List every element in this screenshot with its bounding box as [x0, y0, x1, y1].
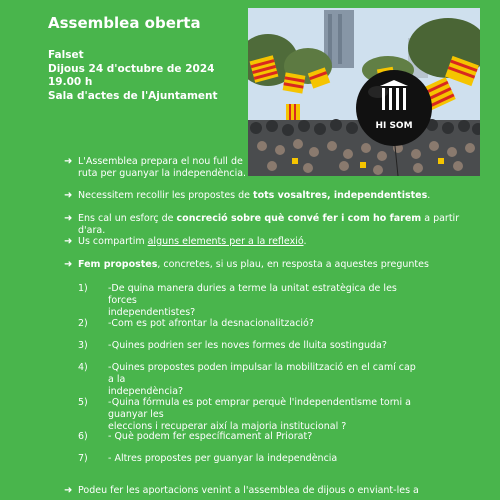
bullet-bold-text: Fem propostes	[78, 259, 158, 270]
question-text: - Altres propostes per guanyar la independència	[108, 453, 338, 464]
question-number: 5)	[78, 397, 88, 408]
question-text: -Quina fórmula es pot emprar perquè l'independentisme torni a guanyar les	[108, 397, 411, 420]
event-venue: Sala d'actes de l'Ajuntament	[48, 89, 218, 102]
question-number: 3)	[78, 340, 88, 351]
question-number: 2)	[78, 318, 88, 329]
question-number: 1)	[78, 283, 88, 294]
question-item	[78, 397, 423, 433]
question-item	[78, 453, 423, 465]
list-item	[64, 236, 307, 248]
bullet-text: ruta per guanyar la independència.	[78, 168, 247, 179]
question-item	[78, 362, 423, 398]
question-number: 7)	[78, 453, 88, 464]
list-item	[64, 259, 429, 271]
arrow-right-icon: ➜	[64, 156, 73, 167]
bullet-text: L'Assemblea prepara el nou full de	[78, 156, 243, 167]
question-item	[78, 318, 423, 330]
question-text: -Com es pot afrontar la desnacionalització?	[108, 318, 314, 329]
question-text: independentistes?	[108, 307, 196, 318]
arrow-right-icon: ➜	[64, 213, 73, 224]
demonstration-photo	[248, 8, 480, 176]
list-item	[64, 213, 464, 237]
question-item	[78, 340, 423, 352]
event-date: Dijous 24 d'octubre de 2024	[48, 62, 215, 75]
arrow-right-icon: ➜	[64, 259, 73, 270]
event-place: Falset	[48, 49, 84, 61]
balloon-label: HI SOM	[375, 121, 413, 131]
bullet-text: .	[427, 190, 431, 201]
bullet-text: Us compartim	[78, 236, 148, 247]
question-text: -De quina manera duries a terme la unitat estratègica de les forces	[108, 283, 397, 306]
bullet-text: Ens cal un esforç de	[78, 213, 177, 224]
bullet-text: .	[303, 236, 307, 247]
bullet-text: a partir d'ara.	[78, 213, 460, 236]
list-item	[64, 156, 246, 180]
list-item	[64, 190, 430, 202]
question-number: 4)	[78, 362, 88, 373]
bullet-text: Necessitem recollir les propostes de	[78, 190, 254, 201]
question-text: independència?	[108, 386, 184, 397]
reflection-elements-link[interactable]: alguns elements per a la reflexió	[147, 236, 304, 247]
arrow-right-icon: ➜	[64, 236, 73, 247]
bullet-text: , concretes, si us plau, en resposta a aquestes preguntes	[157, 259, 429, 270]
event-time: 19.00 h	[48, 76, 93, 88]
question-text: -Quines propostes poden impulsar la mobilització en el camí cap a la	[108, 362, 416, 385]
question-number: 6)	[78, 431, 88, 442]
arrow-right-icon: ➜	[64, 190, 73, 201]
page-title: Assemblea oberta	[48, 14, 201, 32]
bullet-bold-text: concreció sobre què convé fer i com ho farem	[176, 213, 422, 224]
arrow-right-icon: ➜	[64, 485, 73, 496]
question-item	[78, 283, 423, 319]
question-text: eleccions i recuperar així la majoria institucional ?	[108, 421, 347, 432]
bullet-bold-text: tots vosaltres, independentistes	[253, 190, 428, 201]
question-text: - Què podem fer específicament al Priorat?	[108, 431, 313, 442]
bullet-text: Podeu fer les aportacions venint a l'assemblea de dijous o enviant-les a	[78, 485, 419, 496]
event-details	[48, 49, 218, 103]
question-item	[78, 431, 423, 443]
question-text: -Quines podrien ser les noves formes de lluita sostinguda?	[108, 340, 387, 351]
list-item	[64, 485, 419, 497]
